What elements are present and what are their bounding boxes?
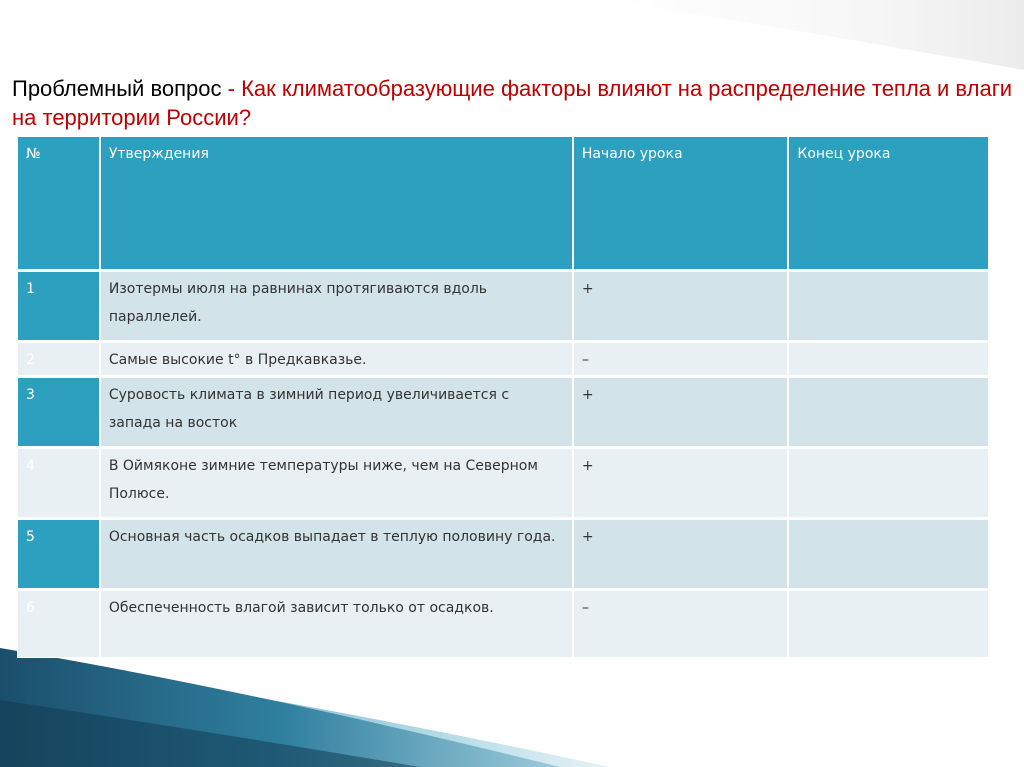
row-lesson-start-mark: + [574, 520, 790, 591]
row-number: 1 [18, 272, 101, 343]
row-statement: Суровость климата в зимний период увеличивается с запада на восток [101, 378, 574, 449]
statements-table [17, 136, 989, 658]
header-statements: Утверждения [101, 137, 574, 272]
title-question: Как климатообразующие факторы влияют на распределение тепла и влаги на территории России? [12, 76, 1013, 130]
table-row [18, 520, 988, 591]
title-separator: - [221, 76, 242, 101]
row-lesson-start-mark: + [574, 449, 790, 520]
row-statement: Самые высокие t° в Предкавказье. [101, 343, 574, 378]
row-statement: Изотермы июля на равнинах протягиваются вдоль параллелей. [101, 272, 574, 343]
row-lesson-end-mark [789, 272, 988, 343]
row-lesson-end-mark [789, 449, 988, 520]
header-number: № [18, 137, 101, 272]
table-header-row [18, 137, 988, 272]
row-lesson-end-mark [789, 378, 988, 449]
row-lesson-start-mark: + [574, 272, 790, 343]
table-row [18, 378, 988, 449]
row-number: 5 [18, 520, 101, 591]
header-lesson-start: Начало урока [574, 137, 790, 272]
row-lesson-start-mark: – [574, 591, 790, 657]
row-lesson-end-mark [789, 343, 988, 378]
row-lesson-end-mark [789, 520, 988, 591]
row-lesson-start-mark: – [574, 343, 790, 378]
row-statement: Основная часть осадков выпадает в теплую половину года. [101, 520, 574, 591]
row-lesson-start-mark: + [574, 378, 790, 449]
table-row [18, 343, 988, 378]
row-number: 2 [18, 343, 101, 378]
row-number: 6 [18, 591, 101, 657]
row-lesson-end-mark [789, 591, 988, 657]
problem-question-title [12, 74, 1012, 132]
title-prefix: Проблемный вопрос [12, 76, 222, 101]
table-row [18, 272, 988, 343]
row-number: 4 [18, 449, 101, 520]
header-lesson-end: Конец урока [789, 137, 988, 272]
table-row [18, 591, 988, 657]
row-statement: В Оймяконе зимние температуры ниже, чем на Северном Полюсе. [101, 449, 574, 520]
row-number: 3 [18, 378, 101, 449]
row-statement: Обеспеченность влагой зависит только от осадков. [101, 591, 574, 657]
table-row [18, 449, 988, 520]
